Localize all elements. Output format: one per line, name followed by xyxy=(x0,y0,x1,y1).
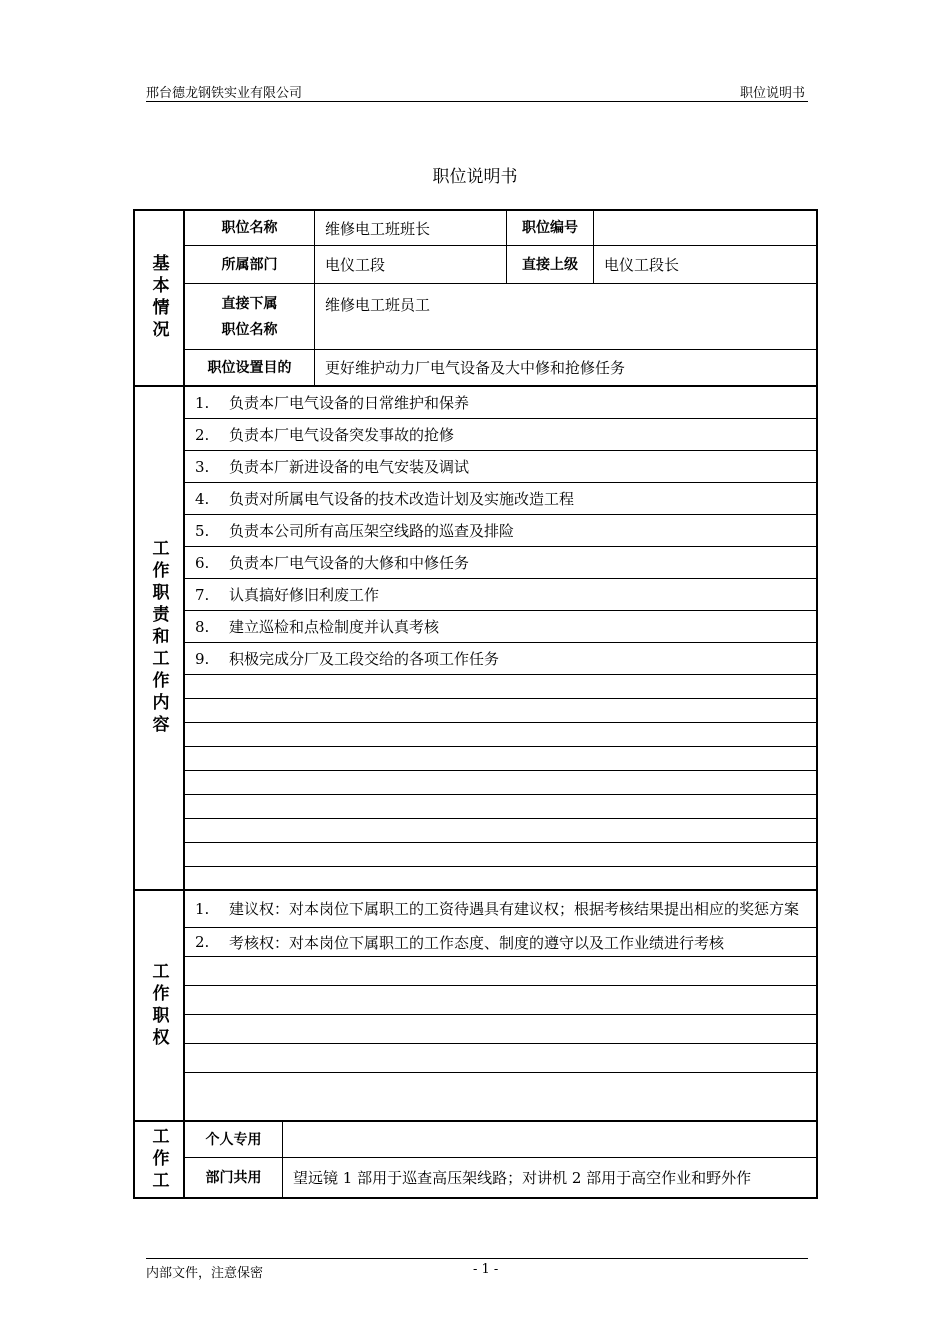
superior-value: 电仪工段长 xyxy=(593,246,816,284)
duty-row xyxy=(185,611,816,643)
duty-row-blank xyxy=(185,675,816,699)
duty-number: 8. xyxy=(195,617,210,636)
authority-row-blank xyxy=(185,957,816,986)
page-title: 职位说明书 xyxy=(432,167,518,187)
personal-tools-label: 个人专用 xyxy=(185,1122,282,1158)
tools-section xyxy=(135,1122,816,1197)
authority-row-blank xyxy=(185,1015,816,1044)
authority-text: 建议权：对本岗位下属职工的工资待遇具有建议权；根据考核结果提出相应的奖惩方案 xyxy=(229,900,800,918)
authority-row-blank xyxy=(185,1044,816,1073)
section-label-authority: 工作职权 xyxy=(135,891,185,1120)
duty-row-blank xyxy=(185,843,816,867)
header-doc-type: 职位说明书 xyxy=(740,86,806,101)
authority-text: 考核权：对本岗位下属职工的工作态度、制度的遵守以及工作业绩进行考核 xyxy=(229,933,725,952)
shared-tools-value: 望远镜 1 部用于巡查高压架线路；对讲机 2 部用于高空作业和野外作 xyxy=(282,1158,816,1197)
authority-section xyxy=(135,891,816,1122)
section-label-basic: 基本情况 xyxy=(135,211,185,385)
position-no-value xyxy=(593,211,816,246)
duty-row-blank xyxy=(185,699,816,723)
company-name: 邢台德龙钢铁实业有限公司 xyxy=(146,86,303,101)
duty-text: 负责对所属电气设备的技术改造计划及实施改造工程 xyxy=(229,490,575,508)
personal-tools-value xyxy=(282,1122,816,1158)
superior-label: 直接上级 xyxy=(506,246,593,284)
duty-text: 负责本厂电气设备突发事故的抢修 xyxy=(229,426,455,444)
duty-row xyxy=(185,643,816,675)
authority-number: 2. xyxy=(195,933,210,951)
authority-number: 1. xyxy=(195,900,210,918)
position-no-label: 职位编号 xyxy=(506,211,593,246)
position-name-value: 维修电工班班长 xyxy=(314,211,506,246)
subordinate-value: 维修电工班员工 xyxy=(314,284,816,350)
purpose-value: 更好维护动力厂电气设备及大中修和抢修任务 xyxy=(314,350,816,385)
duty-number: 9. xyxy=(195,649,210,668)
subordinate-label xyxy=(185,284,314,350)
subordinate-label-line1: 直接下属 xyxy=(221,295,278,312)
duty-row-blank xyxy=(185,723,816,747)
duty-text: 负责本厂电气设备的大修和中修任务 xyxy=(229,554,470,572)
section-label-tools: 工作工 xyxy=(135,1122,185,1197)
duty-text: 建立巡检和点检制度并认真考核 xyxy=(229,618,440,636)
duty-row xyxy=(185,451,816,483)
authority-row xyxy=(185,891,816,928)
duty-row-blank xyxy=(185,747,816,771)
duties-section xyxy=(135,387,816,891)
duty-text: 积极完成分厂及工段交给的各项工作任务 xyxy=(229,650,500,668)
subordinate-label-line2: 职位名称 xyxy=(221,321,278,338)
basic-info-section xyxy=(135,211,816,387)
department-label: 所属部门 xyxy=(185,246,314,284)
department-value: 电仪工段 xyxy=(314,246,506,284)
duty-number: 1. xyxy=(195,393,210,412)
duty-number: 2. xyxy=(195,425,210,444)
shared-tools-label: 部门共用 xyxy=(205,1169,262,1186)
duty-row xyxy=(185,387,816,419)
duty-text: 负责本厂电气设备的日常维护和保养 xyxy=(229,394,470,412)
duty-text: 负责本厂新进设备的电气安装及调试 xyxy=(229,458,470,476)
duty-number: 5. xyxy=(195,521,210,540)
authority-row xyxy=(185,928,816,957)
job-description-table xyxy=(133,209,818,1199)
header-divider xyxy=(146,101,808,102)
section-label-duties: 工作职责和工作内容 xyxy=(135,387,185,889)
duty-text: 负责本公司所有高压架空线路的巡查及排险 xyxy=(229,522,515,540)
duty-number: 4. xyxy=(195,489,210,508)
duty-number: 6. xyxy=(195,553,210,572)
duty-row-blank xyxy=(185,819,816,843)
duty-row xyxy=(185,419,816,451)
duty-row xyxy=(185,547,816,579)
duty-text: 认真搞好修旧利废工作 xyxy=(229,586,380,604)
confidential-note: 内部文件，注意保密 xyxy=(146,1266,264,1281)
purpose-label: 职位设置目的 xyxy=(207,359,292,376)
duty-row xyxy=(185,579,816,611)
page-number: - 1 - xyxy=(473,1262,499,1277)
authority-row-blank xyxy=(185,1073,816,1102)
duty-number: 7. xyxy=(195,585,210,604)
duty-row-blank xyxy=(185,867,816,891)
authority-list xyxy=(185,891,816,1102)
duty-row-blank xyxy=(185,795,816,819)
duty-number: 3. xyxy=(195,457,210,476)
duty-row xyxy=(185,483,816,515)
footer-divider xyxy=(146,1258,808,1259)
authority-row-blank xyxy=(185,986,816,1015)
position-name-label: 职位名称 xyxy=(185,211,314,246)
duty-row xyxy=(185,515,816,547)
duty-row-blank xyxy=(185,771,816,795)
duties-list xyxy=(185,387,816,891)
